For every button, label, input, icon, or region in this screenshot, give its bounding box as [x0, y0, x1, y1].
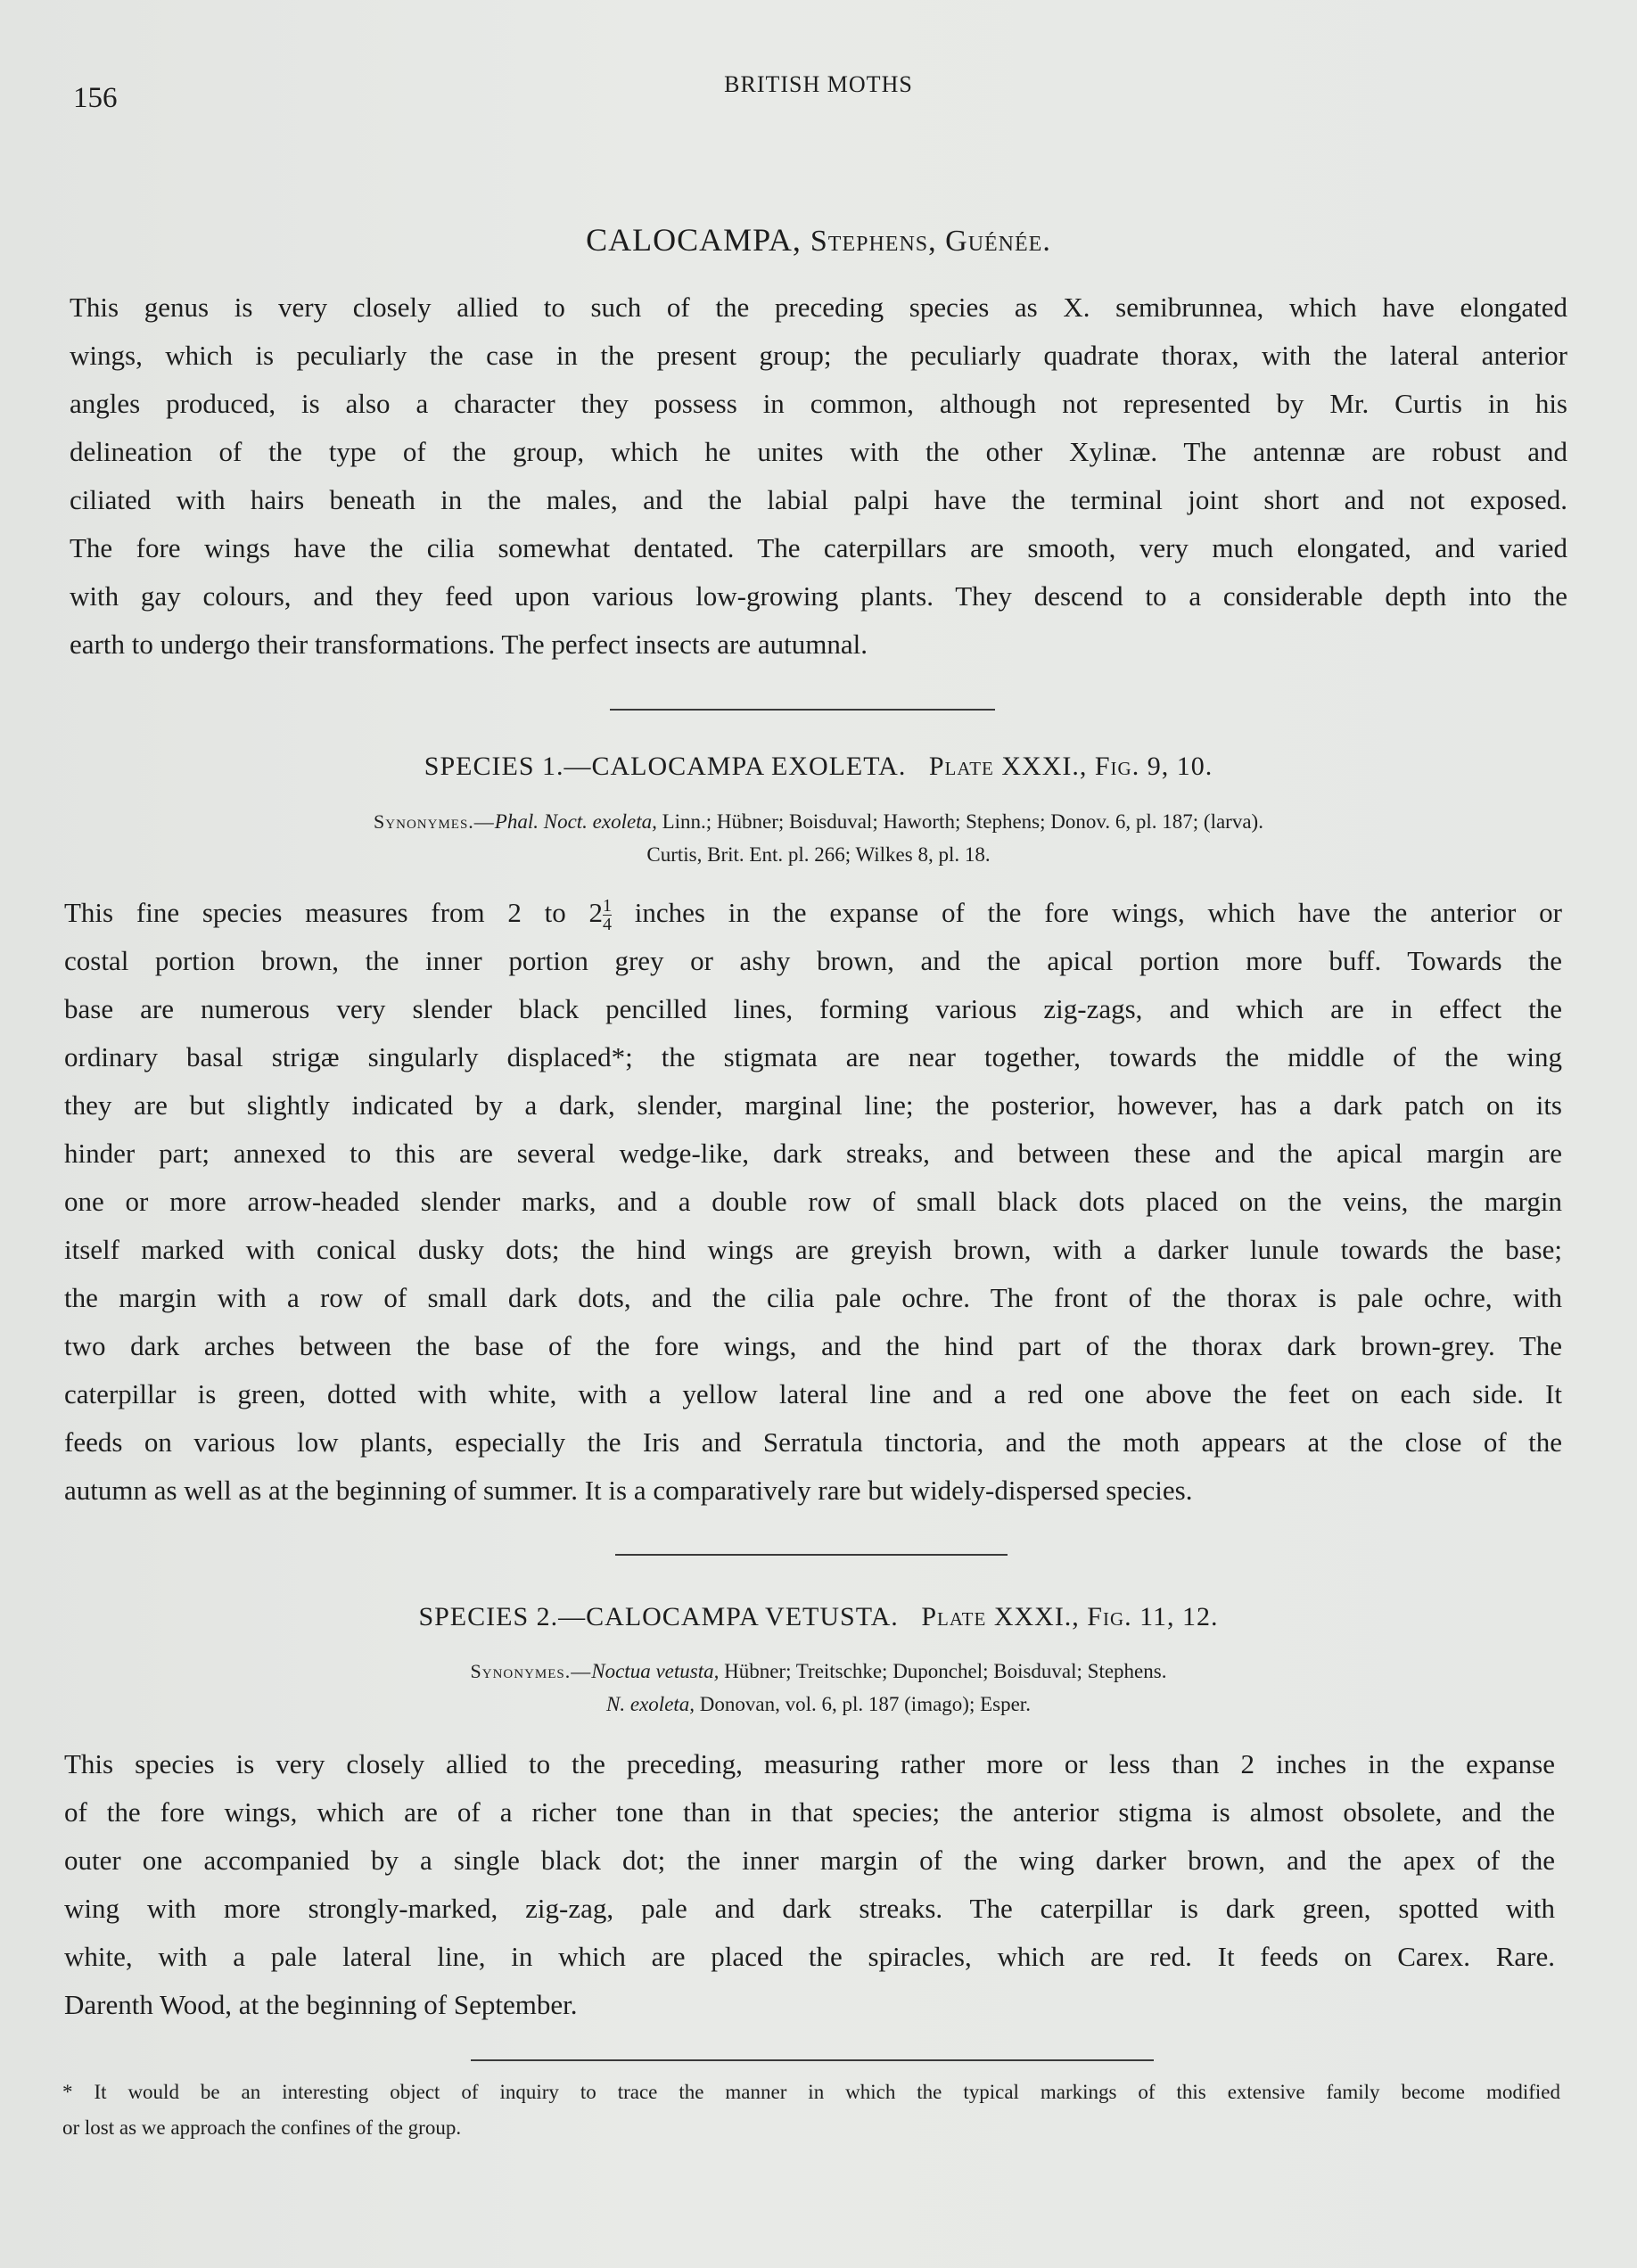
fraction-numerator: 1 — [603, 896, 613, 916]
species-1-title: SPECIES 1.—CALOCAMPA EXOLETA. — [424, 752, 907, 781]
synonyms-label: Synonymes.— — [470, 1660, 592, 1682]
text-fragment: inches in the expanse of the fore wings, which have the anterior or — [612, 897, 1562, 928]
text-line: one or more arrow-headed slender marks, and a double row of small black dots placed on the veins, the margin — [64, 1186, 1562, 1217]
text-line: ciliated with hairs beneath in the males, and the labial palpi have the terminal joint short and not exposed. — [70, 484, 1567, 515]
text-line: the margin with a row of small dark dots, and the cilia pale ochre. The front of the thorax is pale ochre, with — [64, 1282, 1562, 1313]
synonyms-line: Curtis, Brit. Ent. pl. 266; Wilkes 8, pl. 18. — [646, 843, 991, 866]
synonyms-line — [0, 805, 1637, 838]
synonym-name: N. exoleta, — [606, 1693, 695, 1715]
text-line: angles produced, is also a character they possess in common, although not represented by Mr. Curtis in his — [70, 388, 1567, 419]
text-line: wing with more strongly-marked, zig-zag, pale and dark streaks. The caterpillar is dark green, spotted with — [64, 1893, 1555, 1924]
text-line: outer one accompanied by a single black dot; the inner margin of the wing darker brown, and the apex of the — [64, 1845, 1555, 1876]
text-line: costal portion brown, the inner portion grey or ashy brown, and the apical portion more buff. Towards the — [64, 945, 1562, 976]
text-line: ordinary basal strigæ singularly displaced*; the stigmata are near together, towards the middle of the wing — [64, 1041, 1562, 1072]
text-fragment: This fine species measures from 2 to 2 — [64, 897, 604, 928]
synonym-refs: Donovan, vol. 6, pl. 187 (imago); Esper. — [695, 1693, 1031, 1715]
genus-description — [70, 284, 1567, 669]
text-line: caterpillar is green, dotted with white, with a yellow lateral line and a red one above the feet on each side. It — [64, 1378, 1562, 1409]
text-line — [64, 889, 1562, 937]
synonym-name: Phal. Noct. exoleta, — [494, 810, 657, 833]
footnote-line: * It would be an interesting object of inquiry to trace the manner in which the typical markings of this extensive family become modified — [62, 2081, 1560, 2103]
species-2-heading — [0, 1602, 1637, 1632]
synonyms-label: Synonymes.— — [374, 810, 495, 833]
fraction — [603, 897, 612, 933]
text-line: hinder part; annexed to this are several wedge-like, dark streaks, and between these and the apical margin are — [64, 1138, 1562, 1169]
species-2-description — [64, 1740, 1555, 2029]
section-divider — [610, 709, 995, 711]
text-line: with gay colours, and they feed upon various low-growing plants. They descend to a considerable depth into the — [70, 580, 1567, 612]
footnote — [62, 2075, 1560, 2146]
text-line: of the fore wings, which are of a richer tone than in that species; the anterior stigma is almost obsolete, and the — [64, 1796, 1555, 1828]
footnote-line: or lost as we approach the confines of the group. — [62, 2116, 462, 2139]
species-2-title: SPECIES 2.—CALOCAMPA VETUSTA. — [418, 1602, 899, 1631]
species-2-synonyms — [0, 1655, 1637, 1721]
genus-heading — [0, 221, 1637, 259]
text-line: feeds on various low plants, especially the Iris and Serratula tinctoria, and the moth appears at the close of the — [64, 1426, 1562, 1458]
species-1-synonyms — [0, 805, 1637, 871]
text-line: This genus is very closely allied to such of the preceding species as X. semibrunnea, which have elongated — [70, 292, 1567, 323]
species-1-heading — [0, 752, 1637, 782]
synonyms-line — [0, 1688, 1637, 1721]
page-number: 156 — [73, 82, 118, 114]
text-line: The fore wings have the cilia somewhat dentated. The caterpillars are smooth, very much elongated, and varied — [70, 532, 1567, 563]
running-head: BRITISH MOTHS — [724, 71, 913, 97]
species-2-plate: Plate XXXI., Fig. 11, 12. — [921, 1602, 1219, 1631]
section-divider — [615, 1554, 1008, 1556]
text-line: itself marked with conical dusky dots; the hind wings are greyish brown, with a darker lunule towards the base; — [64, 1234, 1562, 1265]
text-line: earth to undergo their transformations. The perfect insects are autumnal. — [70, 629, 868, 660]
text-line: autumn as well as at the beginning of summer. It is a comparatively rare but widely-dispersed species. — [64, 1475, 1193, 1506]
footnote-divider — [471, 2059, 1154, 2061]
text-line: This species is very closely allied to the preceding, measuring rather more or less than 2 inches in the expanse — [64, 1748, 1555, 1779]
text-line: white, with a pale lateral line, in which are placed the spiracles, which are red. It feeds on Carex. Rare. — [64, 1941, 1555, 1972]
synonym-name: Noctua vetusta, — [591, 1660, 720, 1682]
fraction-denominator: 4 — [603, 915, 613, 935]
synonym-refs: Hübner; Treitschke; Duponchel; Boisduval; Stephens. — [719, 1660, 1167, 1682]
text-line: base are numerous very slender black pencilled lines, forming various zig-zags, and which are in effect the — [64, 993, 1562, 1024]
text-line: two dark arches between the base of the fore wings, and the hind part of the thorax dark brown-grey. The — [64, 1330, 1562, 1361]
species-1-description — [64, 889, 1562, 1515]
genus-authors: Stephens, Guénée. — [810, 225, 1051, 258]
text-line: delineation of the type of the group, which he unites with the other Xylinæ. The antennæ are robust and — [70, 436, 1567, 467]
text-line: they are but slightly indicated by a dark, slender, marginal line; the posterior, however, has a dark patch on its — [64, 1089, 1562, 1121]
genus-name: CALOCAMPA, — [586, 222, 802, 258]
text-line: Darenth Wood, at the beginning of September. — [64, 1989, 578, 2020]
synonym-refs: Linn.; Hübner; Boisduval; Haworth; Stephens; Donov. 6, pl. 187; (larva). — [656, 810, 1263, 833]
text-line: wings, which is peculiarly the case in the present group; the peculiarly quadrate thorax, with the lateral anterior — [70, 340, 1567, 371]
species-1-plate: Plate XXXI., Fig. 9, 10. — [928, 752, 1213, 781]
synonyms-line — [0, 1655, 1637, 1688]
